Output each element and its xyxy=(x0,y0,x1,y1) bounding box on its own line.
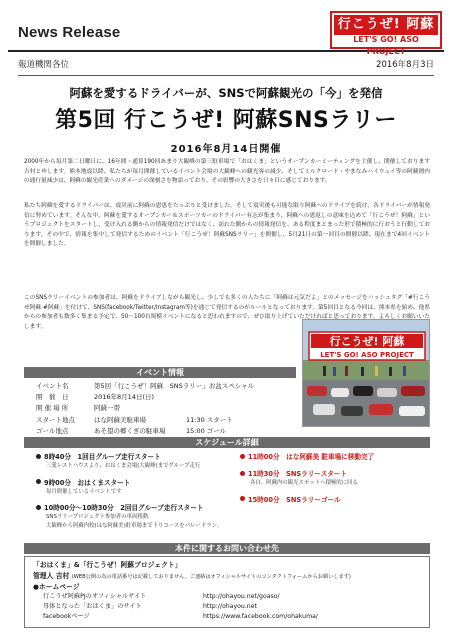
schedule-item xyxy=(36,503,230,530)
event-row-value: はな阿蘇美駐車場 xyxy=(94,415,146,424)
schedule-item-title: 11時00分 はな阿蘇美 駐車場に移動完了 xyxy=(248,453,375,461)
schedule-item xyxy=(36,452,230,471)
bullet-dot-icon xyxy=(36,505,41,510)
link-url-goaso[interactable]: http://ohayou.net/goaso/ xyxy=(203,593,280,600)
event-info-heading: イベント情報 xyxy=(24,367,296,378)
logo-sub-text: LET'S GO! ASO PROJECT xyxy=(353,35,419,56)
schedule-item-desc: SNSラリープロジェクト参加者の車両移動 大観峰から阿蘇内牧(はな阿蘇美)駐車場まで下りコースをパレードラン。 xyxy=(46,514,223,529)
event-row-key: スタート地点 xyxy=(36,415,75,424)
photo-banner-sub: LET'S GO! ASO PROJECT xyxy=(320,351,414,359)
contact-person: 管理人 吉村 xyxy=(33,572,70,580)
photo-banner-main: 行こうぜ! 阿蘇 xyxy=(329,335,405,348)
body-paragraph: このSNSラリーイベントの参加者は、阿蘇をドライブしながら観光し、少しでも多くの人たちに「阿蘇は元気だよ」とのメッセージをハッシュタグ「#行こうぜ阿蘇 #阿蘇」を付けて、SNS(facebook/Twitter/Instagram等)を通じて発信するのがルールとなっております。第5回目となる今回は、熊本県を始め、他県からの参加者も数多く集まる予定で、50～100台規模イベントになると思われますので、ぜひ取り上げていただければと思っております。よろしくお願いいたします。 xyxy=(24,295,430,330)
document-type-title: News Release xyxy=(18,24,121,41)
bullet-dot-icon xyxy=(240,496,245,501)
link-label: facebookページ xyxy=(43,613,90,620)
headline-subtitle: 阿蘇を愛するドライバーが、SNSで阿蘇観光の「今」を発信 xyxy=(69,86,383,100)
event-row xyxy=(36,415,306,426)
schedule-heading: スケジュール詳細 xyxy=(24,437,430,448)
event-row xyxy=(36,392,306,403)
homepage-label: ●ホームページ xyxy=(33,583,80,591)
event-row-value: 阿蘇一帯 xyxy=(94,404,120,413)
schedule-item xyxy=(240,469,434,488)
audience: 報道機関各位 xyxy=(18,60,70,70)
schedule-item-title: 9時00分 おはくまスタート xyxy=(44,478,131,487)
schedule-item-title: 11時30分 SNSラリースタート xyxy=(248,470,347,478)
event-photo-illustration xyxy=(303,320,430,427)
header xyxy=(8,8,444,56)
schedule-item-desc: 毎月開催しているイベントです xyxy=(46,488,122,495)
bullet-dot-icon xyxy=(36,479,41,484)
project-logo xyxy=(330,11,442,56)
contact-org: 「おはくま」&「行こうぜ！阿蘇プロジェクト」 xyxy=(33,561,182,569)
body-paragraph: 私たち阿蘇を愛するドライバーは、震災前に阿蘇の恩恵をたっぷりと受けました。そして震災後も可能な限り阿蘇へのドライブを続け、各ドライバーが情報発信に努めています。そんな中、阿蘇を愛するオープンカー＆スポーツカーのドライバー有志が集まり、阿蘇への恩返しの意味を込めて「行こうぜ！阿蘇」というプロジェクトをスタートし、受け入れる側からの情報発信だけではなく、訪れた側からの情報発信を、ある程度まとまった形で積極的に行おうと行動しております。その中で、情報を集中して発信するためのイベント「行こうぜ！阿蘇SNSラリー」を開催し、5月21日の第一回目の開催以降、現在まで4回イベントを開催しました。 xyxy=(24,203,430,248)
event-row xyxy=(36,381,306,392)
event-date-line: 2016年8月14日開催 xyxy=(170,144,282,155)
event-row-value: あそ望の郷くぎの駐車場 xyxy=(94,426,166,435)
bullet-dot-icon xyxy=(240,454,245,459)
event-row-key: 開 催 場 所 xyxy=(36,404,69,413)
event-row xyxy=(36,426,306,437)
event-row xyxy=(36,403,306,414)
schedule-item-desc: 三愛レストハウスより、おはくま会場(大観峰)までグループ走行 xyxy=(46,463,201,469)
schedule-left-column xyxy=(36,452,230,537)
schedule-item xyxy=(240,452,434,462)
contact-box xyxy=(24,556,430,628)
contact-person-line xyxy=(33,571,351,582)
contact-heading: 本件に関するお問い合わせ先 xyxy=(24,543,430,554)
schedule-item-title: 8時40分 1回目グループ走行スタート xyxy=(44,453,161,461)
schedule-right-column xyxy=(240,452,434,512)
link-url-facebook[interactable]: https://www.facebook.com/ohakuma/ xyxy=(203,613,319,620)
event-row-time: 15:00 ゴール xyxy=(186,426,227,435)
schedule-item-title: 15時00分 SNSラリーゴール xyxy=(248,495,341,504)
schedule-item xyxy=(240,495,434,505)
schedule-item-desc: 各自、阿蘇内の観光スポットへ積極的に回る xyxy=(250,480,358,486)
event-row-value: 第5回「行こうぜ！阿蘇 SNSラリー」お盆スペシャル xyxy=(94,382,255,390)
event-info-table xyxy=(36,381,306,437)
schedule-item-title: 10時00分～10時30分 2回目グループ走行スタート xyxy=(44,504,204,512)
link-url-ohakuma[interactable]: http://ohayou.net xyxy=(203,603,257,610)
event-photo xyxy=(302,319,430,427)
event-row-time: 11:30 スタート xyxy=(186,415,233,424)
event-row-key: イベント名 xyxy=(36,382,69,390)
event-row-key: ゴール地点 xyxy=(36,426,69,435)
contact-note: (WEB公開の為の電話番号は記載しておりません。ご連絡はオフィシャルサイトのコンタクトフォームからお願いします) xyxy=(71,574,351,580)
bullet-dot-icon xyxy=(240,471,245,476)
bullet-dot-icon xyxy=(36,454,41,459)
link-label: 母体となった「おはくま」のサイト xyxy=(43,603,142,610)
headline-title: 第5回 行こうぜ! 阿蘇SNSラリー xyxy=(55,108,397,133)
divider xyxy=(18,75,434,76)
schedule-item xyxy=(36,478,230,497)
meta-row xyxy=(18,58,434,72)
release-date: 2016年8月3日 xyxy=(376,60,434,70)
link-label: 行こうぜ阿蘇PJのオフィシャルサイト xyxy=(43,593,147,600)
event-row-value: 2016年8月14日(日) xyxy=(94,393,155,402)
body-paragraph: 2000年から毎月第二日曜日に、16年間・通算190回あまり大観峰の第三駐車場で「おはくま」というオープンカーミーティングを主催し、開催しております吉村と申します。熊本地震以降、私たちが毎月開催しているイベント会場の大観峰への観光客の減少、そしてミルクロード・やまなみハイウェイ等の阿蘇圏内の通行量減少は、阿蘇の観光産業へのダメージの深刻さを物語っており、その影響の大きさを日々目に感じております。 xyxy=(24,159,430,185)
event-row-key: 開 催 日 xyxy=(36,393,69,402)
logo-main-text: 行こうぜ! 阿蘇 xyxy=(334,15,438,35)
